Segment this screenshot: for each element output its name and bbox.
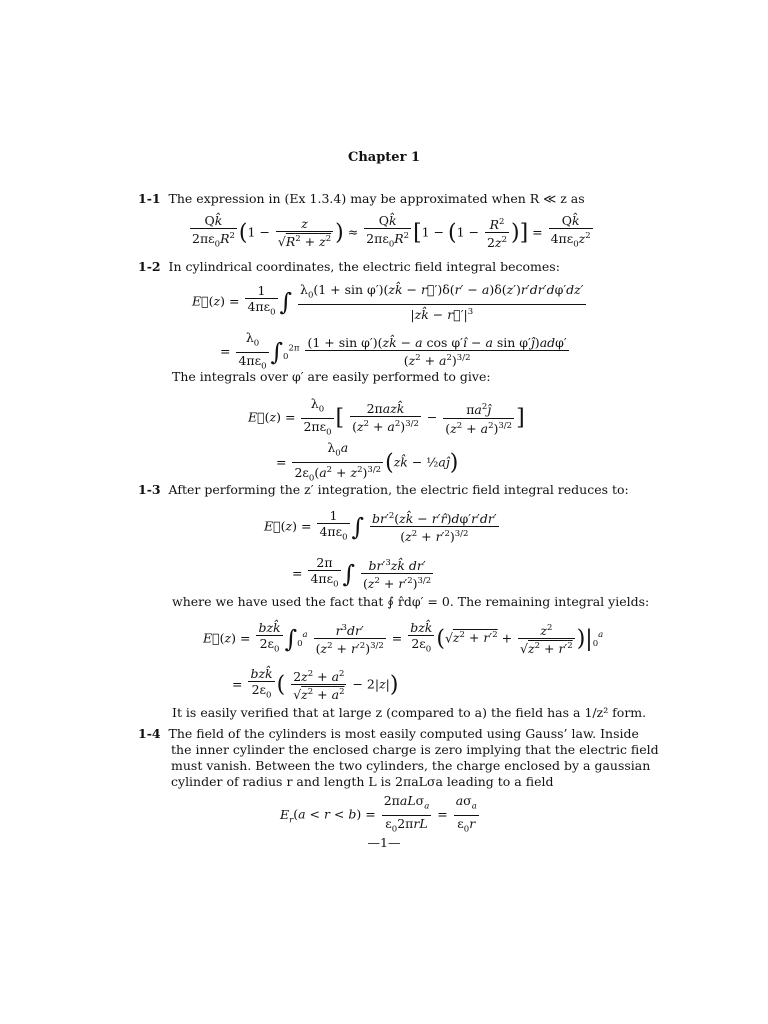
problem-1-1-intro [138, 191, 585, 207]
problem-1-4 [138, 726, 659, 790]
equation-1-3a: E⃗(z) = $\frac{1}{4\pi\varepsilon_0}$ ∫ $\frac{br'^2(zk̂ - r'r̂)d\varphi'r'dr'}{(z^2 + r'^2)^{3/2}}$ [264, 508, 497, 545]
equation-1-2d: = $\frac{\lambda_0a}{2\varepsilon_0(a^2 + z^2)^{3/2}}$ (zk̂ − ½aĵ) [276, 440, 459, 484]
problem-text-line: cylinder of radius r and length L is 2πaLσa leading to a field [171, 774, 554, 789]
problem-text-line: must vanish. Between the two cylinders, the charge enclosed by a gaussian [171, 758, 651, 773]
equation-1-1: $\frac{Qk̂}{2\pi\varepsilon_0R^2}$ (1 − $\frac{z}{√R^2 + z^2}$ ) ≈ $\frac{Qk̂}{2\pi\varepsilon_0R^2}$ [1 − (1 − $\frac{R^2}{2z^2}$ )] = $\frac{Qk̂}{4\pi\varepsilon_0z^2}$ [192, 213, 591, 251]
problem-1-2-intro [138, 259, 560, 275]
problem-1-3-after: It is easily verified that at large z (compared to a) the field has a 1/z² form. [172, 705, 647, 720]
problem-text-line: The field of the cylinders is most easily computed using Gauss’ law. Inside [168, 726, 639, 741]
problem-1-2-after: The integrals over φ′ are easily performed to give: [172, 369, 491, 384]
equation-1-3b: = $\frac{2\pi}{4\pi\varepsilon_0}$ ∫ $\frac{br'^3zk̂ dr'}{(z^2 + r'^2)^{3/2}}$ [292, 555, 432, 592]
problem-text: The expression in (Ex 1.3.4) may be approximated when R ≪ z as [168, 191, 585, 206]
problem-1-3-intro [138, 482, 629, 498]
problem-text: In cylindrical coordinates, the electric field integral becomes: [168, 259, 560, 274]
problem-number: 1-3 [138, 482, 161, 497]
problem-1-3-middle: where we have used the fact that ∮ r̂dφ′ = 0. The remaining integral yields: [172, 594, 650, 609]
chapter-title: Chapter 1 [347, 150, 420, 165]
equation-1-2a: E⃗(z) = $\frac{1}{4\pi\varepsilon_0}$ ∫ $\frac{\lambda_0(1 + \sin \varphi')(zk̂ - r⃗')\delta(r' - a)\delta(z')r'dr'd\varphi'dz'}{|zk̂ - r⃗'|^3}$ [192, 282, 584, 322]
problem-number: 1-2 [138, 259, 161, 274]
problem-number: 1-4 [138, 726, 161, 741]
equation-1-2b: = $\frac{\lambda_0}{4\pi\varepsilon_0}$ $\int_0^{2\pi}$ $\frac{\text{(1 + sin φ′)(zk̂ − a cos φ′î − a sin φ′ĵ)adφ′}}{(z^2 + a^2)^{3/2}}$ [220, 330, 567, 371]
problem-text: After performing the z′ integration, the electric field integral reduces to: [168, 482, 629, 497]
problem-number: 1-1 [138, 191, 161, 206]
equation-1-3c: E⃗(z) = $\frac{\text{bzk̂}}{2\varepsilon_0}$ $\int_0^a$ $\frac{r^3dr'}{(z^2 + r'^2)^{3/2}}$ = $\frac{\text{bzk̂}}{2\varepsilon_0}$ ($√z^2 + r'^2$ + $\frac{z^2}{√z^2 + r'^2}$ )$|_0^a$ [203, 620, 604, 657]
page-number: —1— [367, 835, 401, 850]
equation-1-4: $E_r(a < r < b)$ = $\frac{2\pi aL\sigma_a}{\varepsilon_02\pi rL}$ = $\frac{a\sigma_a}{\varepsilon_0r}$ [280, 793, 477, 834]
equation-1-3d: = $\frac{\text{bzk̂}}{2\varepsilon_0}$ ( $\frac{2z^2 + a^2}{√z^2 + a^2}$ − 2|z|) [232, 666, 399, 703]
problem-text-line: the inner cylinder the enclosed charge is zero implying that the electric field [171, 742, 659, 757]
equation-1-2c: E⃗(z) = $\frac{\lambda_0}{2\pi\varepsilon_0}$ [ $\frac{\text{2πazk̂}}{(z^2 + a^2)^{3/2}}$ − $\frac{\pi a^2ĵ}{(z^2 + a^2)^{3/2}}$ ] [248, 396, 525, 437]
